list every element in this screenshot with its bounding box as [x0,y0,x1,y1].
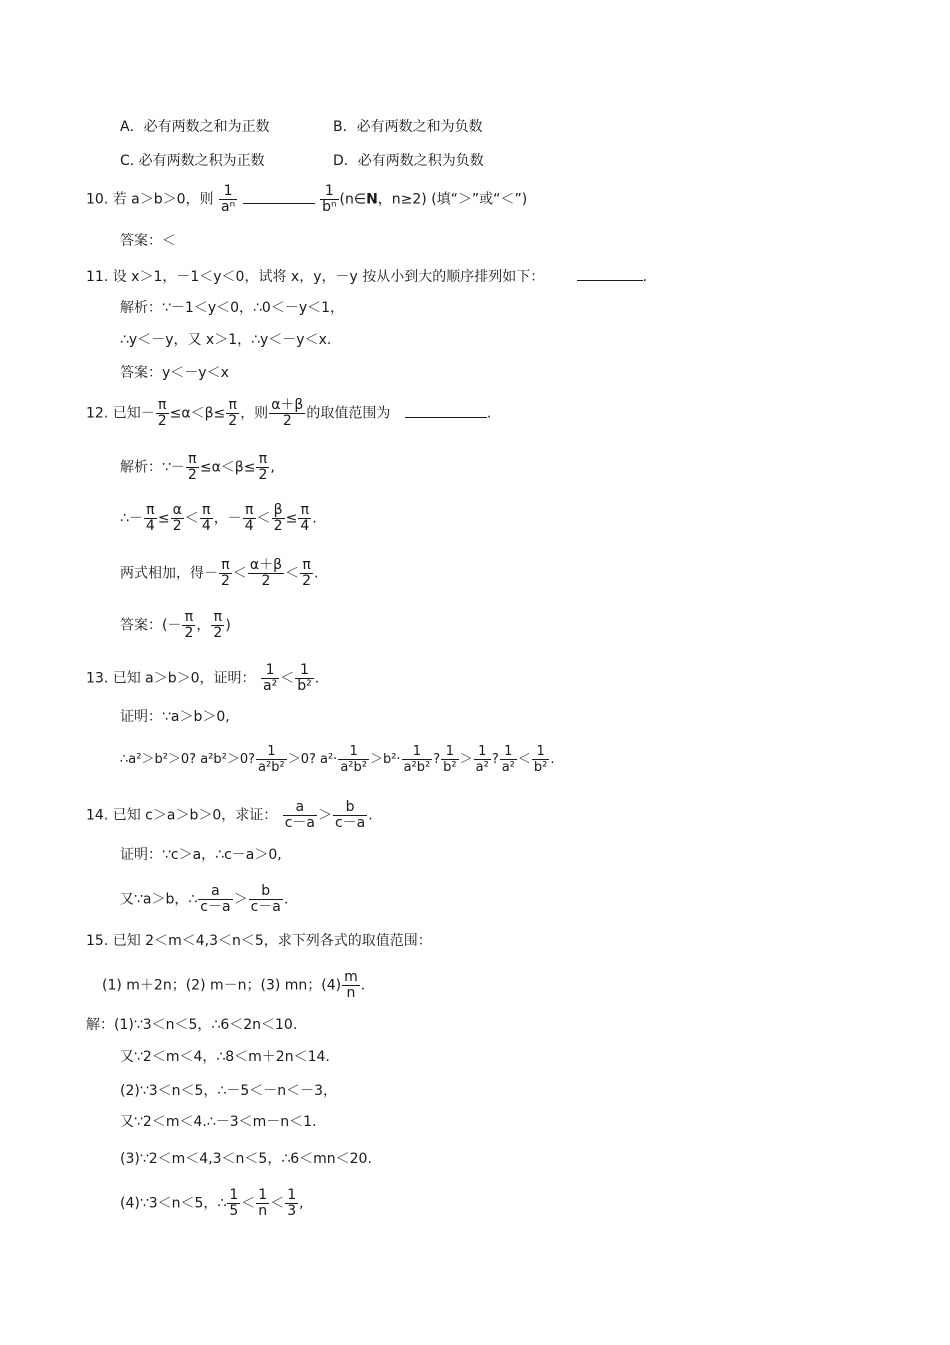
proof-line: ∴a²＞b²＞0? a²b²＞0? $\frac{1}{\text{a²b²}}$ ＞0? a²· $\frac{1}{\text{a²b²}}$ ＞b²· $\frac{1}{\text{a²b²}}$ ? $\frac{1}{\text{b²}}$ ＞ $\frac{1}{\text{a²}}$ ? $\frac{1}{\text{a²}}$ ＜ $\frac{1}{\text{b²}}$ . [120,744,555,775]
analysis-line: 解析：∵－1＜y＜0，∴0＜－y＜1， [120,300,345,316]
proof-line: 又∵a＞b，∴ $\frac{a}{c-a}$ ＞ $\frac{b}{c-a}$ . [120,883,289,915]
analysis-line: 两式相加，得－ $\frac{\pi}{2}$ ＜ $\frac{\alpha+\beta}{2}$ ＜ $\frac{\pi}{2}$ . [120,557,319,589]
option-a: A．必有两数之和为正数 [120,119,270,135]
answer-12: 答案：(－ $\frac{\pi}{2}$ ， $\frac{\pi}{2}$ ) [120,609,231,641]
option-b: B．必有两数之和为负数 [333,119,483,135]
solution-line: (3)∵2＜m＜4,3＜n＜5，∴6＜mn＜20. [120,1151,372,1167]
question-text: 设 x＞1，－1＜y＜0，试将 x，y，－y 按从小到大的顺序排列如下： [112,269,545,285]
analysis-line: ∴y＜－y，又 x＞1，∴y＜－y＜x. [120,332,332,348]
answer-blank [243,191,315,204]
answer-10: 答案：＜ [120,233,176,249]
question-15: 15. 已知 2＜m＜4,3＜n＜5，求下列各式的取值范围： [86,933,432,949]
question-text: 若 a＞b＞0，则 [112,191,214,208]
fraction: $\frac{1}{\text{bⁿ}}$ [322,183,337,215]
question-15-parts: (1) m＋2n；(2) m－n；(3) mn；(4) $\frac{m}{n}$ . [102,969,366,1001]
answer-blank [577,268,643,281]
solution-line: (4)∵3＜n＜5，∴ $\frac{1}{5}$ ＜ $\frac{1}{n}$ ＜ $\frac{1}{3}$ , [120,1187,304,1219]
proof-line: 证明：∵c＞a，∴c－a＞0, [120,847,282,863]
option-c: C. 必有两数之积为正数 [120,153,265,169]
solution-line: 又∵2＜m＜4，∴8＜m＋2n＜14. [120,1049,330,1065]
proof-line: 证明：∵a＞b＞0, [120,709,230,725]
option-d: D．必有两数之积为负数 [333,153,484,169]
analysis-line: ∴－ $\frac{\pi}{4}$ ≤ $\frac{\alpha}{2}$ ＜ $\frac{\pi}{4}$ ，－ $\frac{\pi}{4}$ ＜ $\frac{\beta}{2}$ ≤ $\frac{\pi}{4}$ . [120,502,317,534]
question-11: 11. 设 x＞1，－1＜y＜0，试将 x，y，－y 按从小到大的顺序排列如下： . [86,269,648,285]
answer-blank [405,405,487,418]
question-13: 13. 已知 a＞b＞0，证明： $\frac{1}{\text{a²}}$ ＜ $\frac{1}{\text{b²}}$ . [86,662,320,694]
analysis-line: 解析：∵－ $\frac{\pi}{2}$ ≤α＜β≤ $\frac{\pi}{2}$ , [120,451,275,483]
answer-11: 答案：y＜－y＜x [120,365,229,381]
solution-line: 解：(1)∵3＜n＜5，∴6＜2n＜10. [86,1017,298,1033]
question-10: 10. 若 a＞b＞0，则 $\frac{1}{\text{aⁿ}}$ $\frac{1}{\text{bⁿ}}$ (n∈N，n≥2) (填“＞”或“＜”) [86,183,528,215]
solution-line: (2)∵3＜n＜5，∴－5＜－n＜－3， [120,1083,338,1099]
question-number: 10. [86,191,109,208]
solution-line: 又∵2＜m＜4.∴－3＜m－n＜1. [120,1114,317,1130]
question-12: 12. 已知－ $\frac{\pi}{2}$ ≤α＜β≤ $\frac{\pi}{2}$ ，则 $\frac{\alpha+\beta}{2}$ 的取值范围为 . [86,397,492,429]
question-14: 14. 已知 c＞a＞b＞0，求证： $\frac{a}{c-a}$ ＞ $\frac{b}{c-a}$ . [86,799,373,831]
fraction: $\frac{1}{\text{aⁿ}}$ [221,183,236,215]
